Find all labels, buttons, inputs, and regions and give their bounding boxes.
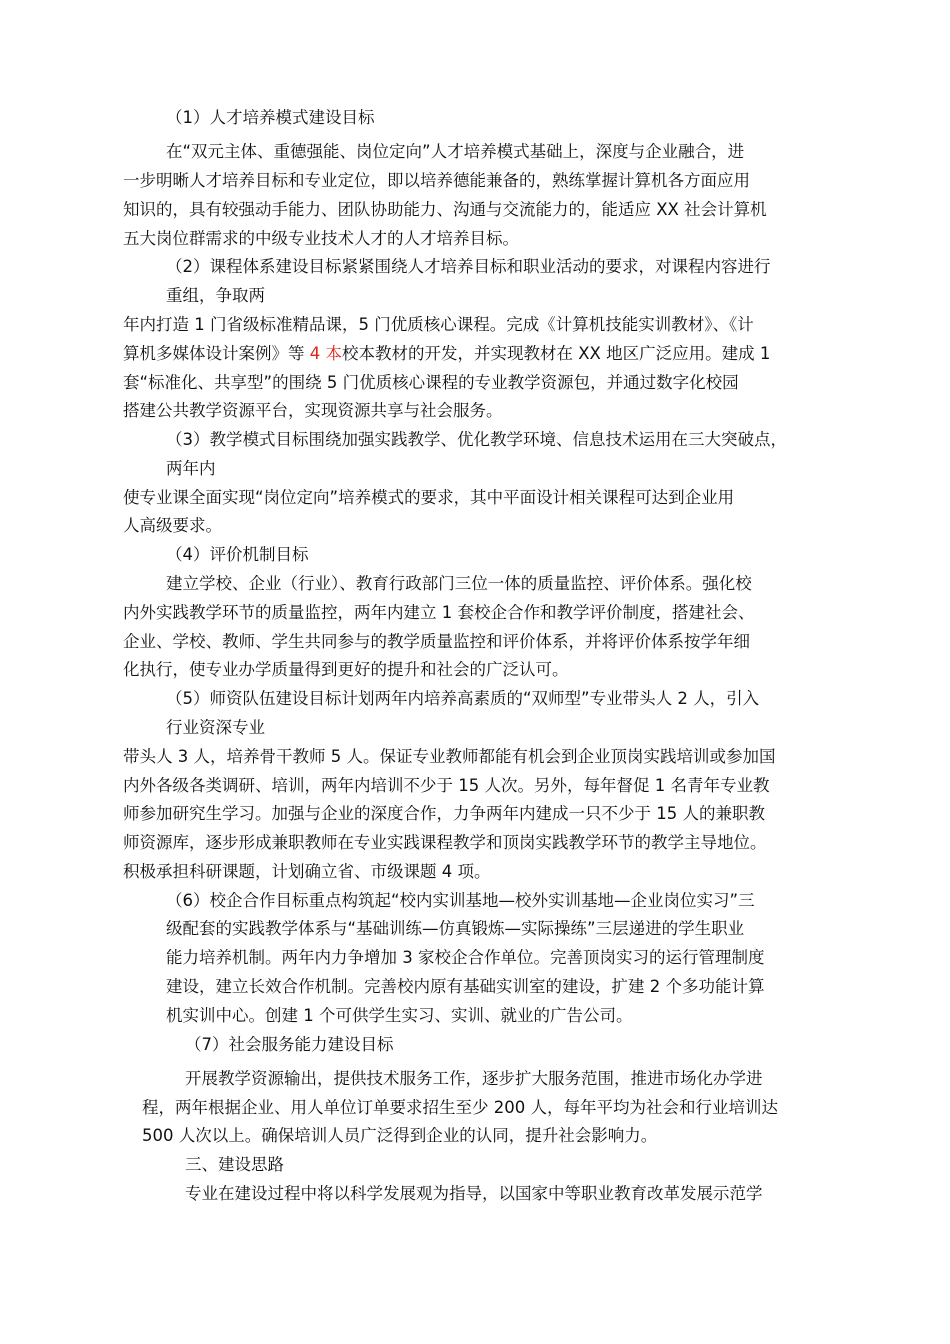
paragraph-line: 师参加研究生学习。加强与企业的深度合作，力争两年内建成一只不少于 15 人的兼职教	[123, 804, 765, 823]
section-2-heading: （2）课程体系建设目标紧紧围绕人才培养目标和职业活动的要求，对课程内容进行	[166, 257, 771, 276]
paragraph-line: 500 人次以上。确保培训人员广泛得到企业的认同，提升社会影响力。	[142, 1126, 658, 1145]
highlighted-text: 4 本	[309, 344, 342, 363]
paragraph-line: 知识的，具有较强动手能力、团队协助能力、沟通与交流能力的，能适应 XX 社会计算机	[123, 200, 767, 219]
paragraph-line: 能力培养机制。两年内力争增加 3 家校企合作单位。完善顶岗实习的运行管理制度	[166, 948, 765, 967]
paragraph-line: 内外实践教学环节的质量监控，两年内建立 1 套校企合作和教学评价制度，搭建社会、	[123, 603, 755, 622]
section-7-heading: （7）社会服务能力建设目标	[185, 1035, 394, 1054]
paragraph-line: 带头人 3 人，培养骨干教师 5 人。保证专业教师都能有机会到企业顶岗实践培训或参加国	[123, 747, 776, 766]
paragraph-line: 建设，建立长效合作机制。完善校内原有基础实训室的建设，扩建 2 个多功能计算	[166, 977, 765, 996]
paragraph-line: 内外各级各类调研、培训，两年内培训不少于 15 人次。另外，每年督促 1 名青年专业教	[123, 776, 770, 795]
section-6-heading: （6）校企合作目标重点构筑起“校内实训基地—校外实训基地—企业岗位实习”三	[166, 891, 755, 910]
paragraph-line: 在“双元主体、重德强能、岗位定向”人才培养模式基础上，深度与企业融合，进	[166, 142, 745, 161]
paragraph-line: 人高级要求。	[123, 516, 222, 535]
paragraph-line: 企业、学校、教师、学生共同参与的教学质量监控和评价体系，并将评价体系按学年细	[123, 632, 750, 651]
paragraph-line: 搭建公共教学资源平台，实现资源共享与社会服务。	[123, 401, 503, 420]
paragraph-line: 级配套的实践教学体系与“基础训练—仿真锻炼—实际操练”三层递进的学生职业	[166, 919, 745, 938]
paragraph-line: 五大岗位群需求的中级专业技术人才的人才培养目标。	[123, 229, 519, 248]
paragraph-line: 积极承担科研课题，计划确立省、市级课题 4 项。	[123, 862, 491, 881]
section-heading: 三、建设思路	[185, 1155, 284, 1174]
paragraph-line: 建立学校、企业（行业）、教育行政部门三位一体的质量监控、评价体系。强化校	[166, 574, 752, 593]
section-1-heading: （1）人才培养模式建设目标	[166, 108, 375, 127]
paragraph-line: 程，两年根据企业、用人单位订单要求招生至少 200 人，每年平均为社会和行业培训达	[142, 1098, 778, 1117]
paragraph-line: 行业资深专业	[166, 718, 265, 737]
section-4-heading: （4）评价机制目标	[166, 545, 309, 564]
paragraph-line: 年内打造 1 门省级标准精品课，5 门优质核心课程。完成《计算机技能实训教材》、《计	[123, 315, 754, 334]
paragraph-line: 化执行，使专业办学质量得到更好的提升和社会的广泛认可。	[123, 660, 569, 679]
paragraph-line: 套“标准化、共享型”的围绕 5 门优质核心课程的专业教学资源包，并通过数字化校园	[123, 373, 739, 392]
text-run: 算机多媒体设计案例》等	[123, 344, 310, 363]
section-5-heading: （5）师资队伍建设目标计划两年内培养高素质的“双师型”专业带头人 2 人，引入	[166, 689, 760, 708]
paragraph-line: 师资源库，逐步形成兼职教师在专业实践课程教学和顶岗实践教学环节的教学主导地位。	[123, 833, 767, 852]
section-3-heading: （3）教学模式目标围绕加强实践教学、优化教学环境、信息技术运用在三大突破点，	[166, 430, 787, 449]
paragraph-line: 重组，争取两	[166, 286, 265, 305]
paragraph-line: 两年内	[166, 459, 216, 478]
paragraph-line	[123, 343, 770, 365]
text-run: 校本教材的开发，并实现教材在 XX 地区广泛应用。建成 1	[342, 344, 771, 363]
paragraph-line: 开展教学资源输出，提供技术服务工作，逐步扩大服务范围，推进市场化办学进	[185, 1069, 763, 1088]
paragraph-line: 专业在建设过程中将以科学发展观为指导，以国家中等职业教育改革发展示范学	[185, 1184, 763, 1203]
paragraph-line: 机实训中心。创建 1 个可供学生实习、实训、就业的广告公司。	[166, 1006, 633, 1025]
paragraph-line: 使专业课全面实现“岗位定向”培养模式的要求，其中平面设计相关课程可达到企业用	[123, 488, 735, 507]
paragraph-line: 一步明晰人才培养目标和专业定位，即以培养德能兼备的，熟练掌握计算机各方面应用	[123, 171, 750, 190]
